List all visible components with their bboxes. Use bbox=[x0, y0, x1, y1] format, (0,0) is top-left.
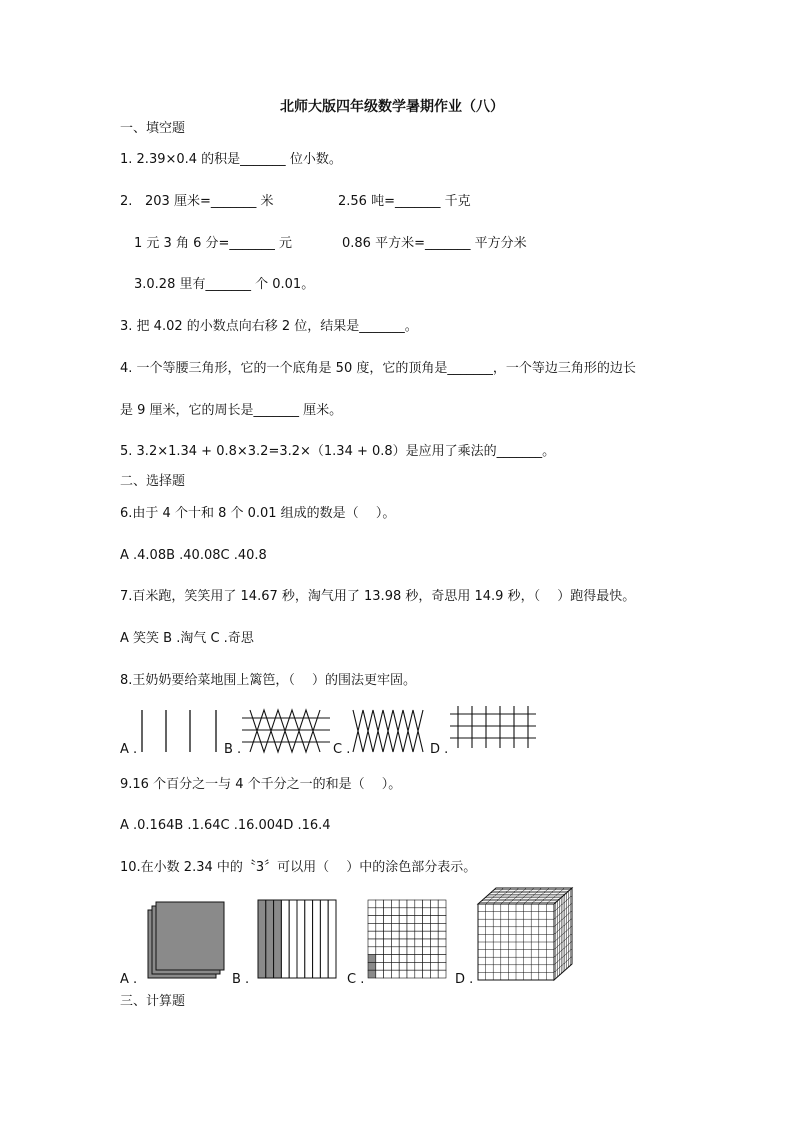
question-9-options: A .0.164B .1.64C .16.004D .16.4 bbox=[120, 818, 331, 833]
grid-cell bbox=[423, 916, 431, 924]
tenth-strip bbox=[297, 900, 305, 978]
grid-cell bbox=[399, 947, 407, 955]
grid-cell bbox=[407, 923, 415, 931]
grid-cell bbox=[399, 970, 407, 978]
grid-cell bbox=[384, 939, 392, 947]
grid-cell bbox=[368, 931, 376, 939]
grid-cell bbox=[399, 923, 407, 931]
grid-cell bbox=[430, 962, 438, 970]
grid-cell bbox=[399, 939, 407, 947]
grid-cell bbox=[430, 947, 438, 955]
grid-cell bbox=[368, 916, 376, 924]
grid-cell bbox=[407, 931, 415, 939]
grid-cell bbox=[423, 908, 431, 916]
grid-cell bbox=[438, 931, 446, 939]
question-2c: 1 元 3 角 6 分=_______ 元 bbox=[134, 236, 292, 251]
grid-cell bbox=[376, 962, 384, 970]
grid-cell bbox=[407, 947, 415, 955]
thousandths-cube-figure bbox=[476, 886, 576, 982]
grid-cell bbox=[368, 970, 376, 978]
grid-cell bbox=[415, 955, 423, 963]
q8-label-a: A . bbox=[120, 742, 138, 757]
grid-cell bbox=[384, 962, 392, 970]
grid-cell bbox=[399, 955, 407, 963]
grid-cell bbox=[407, 970, 415, 978]
grid-cell bbox=[376, 916, 384, 924]
question-7: 7.百米跑，笑笑用了 14.67 秒，淘气用了 13.98 秒，奇思用 14.9 秒，（ ）跑得最快。 bbox=[120, 589, 636, 604]
section-choice: 二、选择题 bbox=[120, 474, 186, 489]
grid-cell bbox=[430, 923, 438, 931]
hundredths-grid-figure bbox=[366, 898, 450, 982]
grid-cell bbox=[391, 955, 399, 963]
grid-cell bbox=[368, 923, 376, 931]
question-3: 3. 把 4.02 的小数点向右移 2 位，结果是_______。 bbox=[120, 319, 418, 334]
q10-label-c: C . bbox=[347, 972, 365, 987]
grid-cell bbox=[438, 900, 446, 908]
question-6: 6.由于 4 个十和 8 个 0.01 组成的数是（ ）。 bbox=[120, 506, 396, 521]
grid-cell bbox=[438, 939, 446, 947]
grid-cell bbox=[415, 900, 423, 908]
grid-cell bbox=[399, 908, 407, 916]
fence-triangle-lattice-figure bbox=[240, 708, 332, 754]
question-2d: 0.86 平方米=_______ 平方分米 bbox=[342, 236, 527, 251]
grid-cell bbox=[438, 947, 446, 955]
grid-cell bbox=[430, 955, 438, 963]
question-4-line2: 是 9 厘米，它的周长是_______ 厘米。 bbox=[120, 403, 343, 418]
grid-cell bbox=[384, 947, 392, 955]
grid-cell bbox=[438, 908, 446, 916]
grid-cell bbox=[368, 900, 376, 908]
tenth-strip bbox=[313, 900, 321, 978]
grid-cell bbox=[407, 916, 415, 924]
grid-cell bbox=[376, 900, 384, 908]
grid-cell bbox=[399, 931, 407, 939]
grid-cell bbox=[376, 908, 384, 916]
question-9: 9.16 个百分之一与 4 个千分之一的和是（ ）。 bbox=[120, 777, 402, 792]
grid-cell bbox=[423, 939, 431, 947]
grid-cell bbox=[391, 900, 399, 908]
grid-cell bbox=[407, 900, 415, 908]
question-6-options: A .4.08B .40.08C .40.8 bbox=[120, 548, 267, 563]
question-10: 10.在小数 2.34 中的〝3〞可以用（ ）中的涂色部分表示。 bbox=[120, 860, 477, 875]
grid-cell bbox=[384, 970, 392, 978]
grid-cell bbox=[415, 908, 423, 916]
grid-cell bbox=[384, 931, 392, 939]
q10-label-b: B . bbox=[232, 972, 250, 987]
grid-cell bbox=[415, 931, 423, 939]
grid-cell bbox=[407, 939, 415, 947]
grid-cell bbox=[391, 931, 399, 939]
grid-cell bbox=[407, 962, 415, 970]
grid-cell bbox=[430, 970, 438, 978]
question-5: 5. 3.2×1.34 + 0.8×3.2=3.2×（1.34 + 0.8）是应用了乘法的_______。 bbox=[120, 444, 556, 459]
grid-cell bbox=[430, 900, 438, 908]
grid-cell bbox=[384, 916, 392, 924]
tenth-strip bbox=[328, 900, 336, 978]
question-8: 8.王奶奶要给菜地围上篱笆，（ ）的围法更牢固。 bbox=[120, 673, 417, 688]
q8-label-b: B . bbox=[224, 742, 242, 757]
grid-cell bbox=[438, 923, 446, 931]
tenth-strip bbox=[266, 900, 274, 978]
grid-cell bbox=[368, 962, 376, 970]
question-2b: 2.56 吨=_______ 千克 bbox=[338, 194, 471, 209]
grid-cell bbox=[423, 931, 431, 939]
q8-label-c: C . bbox=[333, 742, 351, 757]
grid-cell bbox=[415, 947, 423, 955]
question-2a: 203 厘米=_______ 米 bbox=[145, 194, 274, 209]
grid-cell bbox=[415, 962, 423, 970]
grid-cell bbox=[384, 923, 392, 931]
grid-cell bbox=[368, 947, 376, 955]
grid-cell bbox=[399, 900, 407, 908]
grid-cell bbox=[430, 908, 438, 916]
tenth-strip bbox=[258, 900, 266, 978]
fence-square-grid-figure bbox=[448, 704, 538, 750]
fence-vertical-posts-figure bbox=[138, 708, 228, 754]
grid-cell bbox=[423, 970, 431, 978]
q8-label-d: D . bbox=[430, 742, 449, 757]
grid-cell bbox=[423, 947, 431, 955]
grid-cell bbox=[438, 955, 446, 963]
grid-cell bbox=[384, 908, 392, 916]
grid-cell bbox=[376, 970, 384, 978]
grid-cell bbox=[391, 947, 399, 955]
grid-cell bbox=[423, 900, 431, 908]
tenths-strips-figure bbox=[256, 898, 340, 982]
grid-cell bbox=[376, 939, 384, 947]
grid-cell bbox=[438, 916, 446, 924]
tenth-strip bbox=[289, 900, 297, 978]
grid-cell bbox=[407, 955, 415, 963]
grid-cell bbox=[391, 939, 399, 947]
grid-cell bbox=[415, 939, 423, 947]
grid-cell bbox=[368, 908, 376, 916]
question-4-line1: 4. 一个等腰三角形，它的一个底角是 50 度，它的顶角是_______，一个等边三角形的边长 bbox=[120, 361, 636, 376]
grid-cell bbox=[368, 955, 376, 963]
grid-cell bbox=[391, 923, 399, 931]
question-2e: 3.0.28 里有_______ 个 0.01。 bbox=[134, 277, 315, 292]
grid-cell bbox=[423, 962, 431, 970]
grid-cell bbox=[368, 939, 376, 947]
page-title: 北师大版四年级数学暑期作业（八） bbox=[280, 99, 504, 115]
grid-cell bbox=[391, 962, 399, 970]
grid-cell bbox=[399, 916, 407, 924]
grid-cell bbox=[399, 962, 407, 970]
grid-cell bbox=[384, 900, 392, 908]
grid-cell bbox=[391, 970, 399, 978]
question-2-number: 2. bbox=[120, 194, 133, 209]
grid-cell bbox=[423, 955, 431, 963]
grid-cell bbox=[391, 908, 399, 916]
grid-cell bbox=[376, 947, 384, 955]
tenth-strip bbox=[320, 900, 328, 978]
question-7-options: A 笑笑 B .淘气 C .奇思 bbox=[120, 631, 254, 646]
grid-cell bbox=[438, 962, 446, 970]
grid-cell bbox=[438, 970, 446, 978]
grid-cell bbox=[407, 908, 415, 916]
grid-cell bbox=[391, 916, 399, 924]
q10-label-d: D . bbox=[455, 972, 474, 987]
grid-cell bbox=[384, 955, 392, 963]
tenth-strip bbox=[305, 900, 313, 978]
section-calc: 三、计算题 bbox=[120, 994, 186, 1009]
grid-cell bbox=[430, 939, 438, 947]
tenth-strip bbox=[281, 900, 289, 978]
grid-cell bbox=[415, 916, 423, 924]
grid-cell bbox=[430, 916, 438, 924]
grid-cell bbox=[376, 931, 384, 939]
grid-cell bbox=[415, 970, 423, 978]
question-1: 1. 2.39×0.4 的积是_______ 位小数。 bbox=[120, 152, 342, 167]
fence-zigzag-figure bbox=[350, 708, 428, 754]
tenth-strip bbox=[274, 900, 282, 978]
q10-label-a: A . bbox=[120, 972, 138, 987]
grid-cell bbox=[376, 955, 384, 963]
grid-cell bbox=[423, 923, 431, 931]
grid-cell bbox=[430, 931, 438, 939]
grid-cell bbox=[415, 923, 423, 931]
stacked-full-squares-figure bbox=[144, 898, 228, 982]
section-fill-blank: 一、填空题 bbox=[120, 121, 186, 136]
grid-cell bbox=[376, 923, 384, 931]
